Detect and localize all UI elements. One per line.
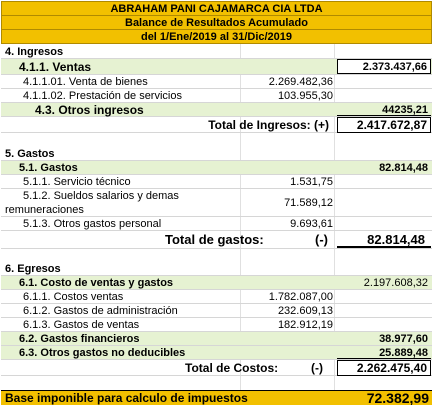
- table-row: [1, 75, 432, 89]
- otros-ingresos-value: 44235,21: [337, 103, 431, 116]
- item-label: 5.1.1. Servicio técnico: [23, 176, 131, 188]
- total-costos-sign: (-): [311, 361, 323, 375]
- total-costos-value: 2.262.475,40: [337, 360, 431, 376]
- financieros-value: 38.977,60: [379, 333, 428, 345]
- base-imponible-row: [1, 390, 432, 405]
- report-period: del 1/Ene/2019 al 31/Dic/2019: [1, 29, 432, 44]
- financieros-label: 6.2. Gastos financieros: [19, 333, 140, 345]
- no-deducibles-row: [1, 346, 432, 360]
- report-title: Balance de Resultados Acumulado: [1, 15, 432, 30]
- ventas-value: 2.373.437,66: [337, 59, 431, 74]
- section-title-gastos: 5. Gastos: [5, 148, 55, 160]
- table-row: [1, 290, 432, 304]
- item-value: 9.693,61: [290, 218, 333, 230]
- base-imponible-value: 72.382,99: [366, 390, 429, 405]
- item-label: 4.1.1.01. Venta de bienes: [23, 76, 148, 88]
- item-label: 6.1.3. Gastos de ventas: [23, 319, 140, 331]
- gastos-value: 82.814,48: [379, 162, 428, 174]
- item-label: 5.1.3. Otros gastos personal: [23, 218, 162, 230]
- section-row: [1, 45, 432, 59]
- total-gastos-label: Total de gastos:: [165, 232, 264, 247]
- table-row: [1, 89, 432, 103]
- table-row: [1, 175, 432, 189]
- item-value: 1.531,75: [290, 176, 333, 188]
- base-imponible-label: Base imponible para calculo de impuestos: [5, 391, 248, 405]
- item-value: 71.589,12: [284, 197, 333, 209]
- item-value: 2.269.482,36: [268, 76, 333, 88]
- financieros-row: [1, 332, 432, 346]
- total-row: [1, 360, 432, 376]
- total-row: [1, 231, 432, 249]
- item-label: 6.1.1. Costos ventas: [23, 291, 124, 303]
- section-row: [1, 262, 432, 276]
- otros-ingresos-label: 4.3. Otros ingresos: [35, 103, 144, 117]
- item-label-continued: remuneraciones: [5, 204, 84, 216]
- no-deducibles-value: 25.889,48: [337, 346, 431, 359]
- ventas-row: [1, 59, 432, 75]
- total-costos-label: Total de Costos:: [185, 361, 279, 375]
- item-value: 232.609,13: [277, 305, 333, 317]
- table-row: [1, 217, 432, 231]
- total-ingresos-value: 2.417.672,87: [337, 117, 431, 133]
- table-row: [1, 304, 432, 318]
- table-row: [1, 318, 432, 332]
- item-label: 4.1.1.02. Prestación de servicios: [23, 90, 182, 102]
- costo-label: 6.1. Costo de ventas y gastos: [19, 277, 174, 289]
- item-value: 1.782.087,00: [268, 291, 333, 303]
- costo-value: 2.197.608,32: [363, 277, 428, 289]
- total-ingresos-label: Total de Ingresos: (+): [208, 118, 329, 132]
- section-row: [1, 147, 432, 161]
- table-row: [1, 189, 432, 217]
- otros-ingresos-row: [1, 103, 432, 117]
- item-label: 6.1.2. Gastos de administración: [23, 305, 178, 317]
- gastos-row: [1, 161, 432, 175]
- total-gastos-value: 82.814,48: [337, 231, 431, 248]
- section-title-egresos: 6. Egresos: [5, 263, 61, 275]
- gastos-label: 5.1. Gastos: [19, 162, 78, 174]
- item-value: 103.955,30: [277, 90, 333, 102]
- ventas-label: 4.1.1. Ventas: [19, 60, 92, 74]
- no-deducibles-label: 6.3. Otros gastos no deducibles: [19, 347, 186, 359]
- section-title-ingresos: 4. Ingresos: [5, 46, 64, 58]
- item-label: 5.1.2. Sueldos salarios y demas: [23, 190, 179, 202]
- costo-row: [1, 276, 432, 290]
- item-value: 182.912,19: [277, 319, 333, 331]
- company-name: ABRAHAM PANI CAJAMARCA CIA LTDA: [1, 1, 432, 16]
- total-row: [1, 117, 432, 133]
- total-gastos-sign: (-): [315, 232, 328, 247]
